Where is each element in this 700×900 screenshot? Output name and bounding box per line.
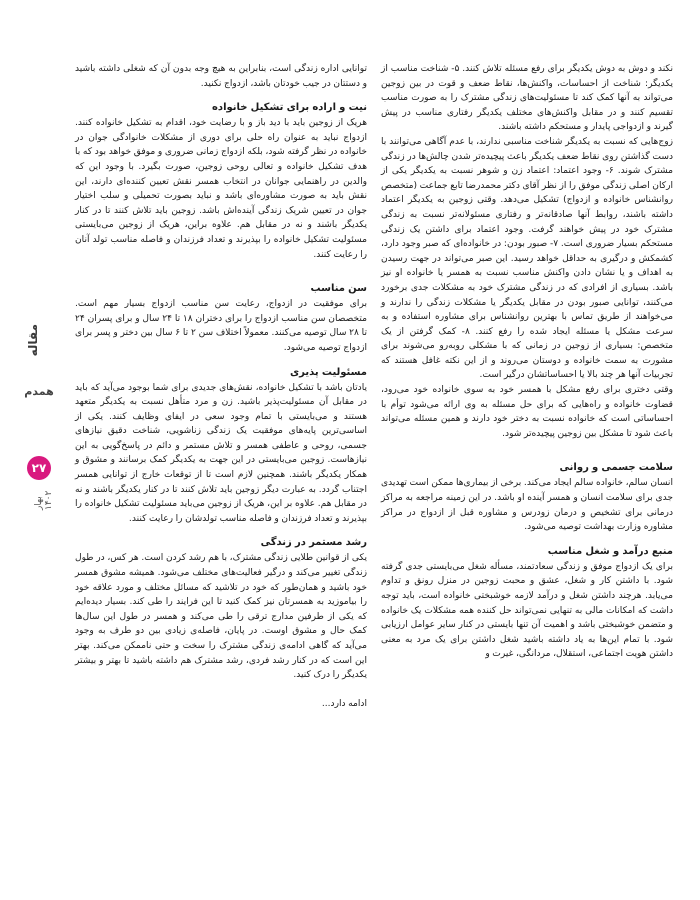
paragraph: یکی از قوانین طلایی زندگی مشترک، با هم رشد کردن است. هر کس، در طول زندگی تغییر می‌کند و درگیر فعالیت‌های مختلف می‌شود. همیشه مشوق همسر خود باشید و همان‌طور که خود در تلاشید که مسائل مختلف و مورد علاقه خود را بیاموزید به همسرتان نیز کمک کنید تا این فرایند را طی کند. بسیار دیده‌ایم که یکی از طرفین مدارج ترقی را طی می‌کند و همسر در طول این سال‌ها کمک حال و مشوق اوست. در پایان، فاصله‌ی زیادی بین دو طرف به وجود می‌آید که گاهی ادامه‌ی زندگی مشترک را سخت و حتی ناممکن می‌کند. بهتر این است که در کنار رشد فردی، رشد مشترک هم داشته باشید تا بهتر و بیشتر یکدیگر را درک کنید. [75, 553, 367, 681]
magazine-logo: همدم [24, 384, 54, 398]
paragraph: نکند و دوش به دوش یکدیگر برای رفع مسئله تلاش کنند. ۵- شناخت مناسب از یکدیگر: شناخت از احساسات، واکنش‌ها، نقاط ضعف و قوت در بین زوجین می‌تواند به آنها کمک کند تا مسئولیت‌های زندگی مشترک را به صورت مناسب تقسیم کنند و در مقابل واکنش‌های مختلف یکدیگر رفتاری مناسب در پیش گیرند و ازدواجی پایدار و مستحکم داشته باشند. [381, 64, 673, 133]
section-heading: رشد مستمر در زندگی [260, 537, 367, 549]
page-number-badge: ۲۷ [27, 456, 51, 480]
section-heading: نیت و اراده برای تشکیل خانواده [212, 102, 367, 114]
section-heading: سن مناسب [310, 283, 367, 295]
section-heading: سلامت جسمی و روانی [559, 462, 673, 474]
continued-note: ادامه دارد... [321, 698, 367, 709]
paragraph: توانایی اداره زندگی است، بنابراین به هیچ وجه بدون آن که شغلی داشته باشید و دستتان در جیب خودتان باشد، ازدواج نکنید. [75, 64, 367, 89]
paragraph: هریک از زوجین باید با دید باز و با رضایت خود، اقدام به تشکیل خانواده کنند. ازدواج نباید به عنوان راه حلی برای دوری از مشکلات خانوادگی جوان در خانواده در نظر گرفته شود، بلکه ازدواج زمانی ضروری و موفق خواهد بود که با هدف تشکیل خانواده و تعالی روحی زوجین، صورت بگیرد. با وجود این که والدین در راهنمایی جوانان در انتخاب همسر نقش تعیین کننده‌ای دارند، این نقش باید به صورت مشاوره‌ای باشد و نباید بصورت تحمیلی و سلب اختیار جوان در تعیین شریک زندگی آینده‌اش باشد. زوجین باید تلاش کنند تا در کنار یکدیگر باشند و نه در مقابل هم. علاوه براین، هریک از زوجین می‌بایستی مسئولیت تشکیل خانواده را بپذیرند و تعداد فرزندان و فاصله مناسب تولد آنان را رعایت کنند. [75, 118, 367, 260]
section-label: مقاله [26, 324, 40, 357]
section-heading: مسئولیت پذیری [290, 366, 367, 378]
paragraph: زوج‌هایی که نسبت به یکدیگر شناخت مناسبی ندارند، با عدم آگاهی می‌توانند با دست گذاشتن روی نقاط ضعف یکدیگر باعث پیچیده‌تر شدن چالش‌ها در زندگی مشترک شوند. ۶- وجود اعتماد: اعتماد زن و شوهر نسبت به یکدیگر یکی از ارکان اصلی زندگی موفق را از نظر آقای دکتر محمدرضا تابع جماعت (متخصص روانشناس خانواده و ازدواج) تشکیل می‌دهد. وقتی زوجین به یکدیگر اعتماد داشته باشند، روابط آنها صادقانه‌تر و رفتاری مسئولانه‌تر نسبت به زندگی مشترک خود در پیش خواهند گرفت. وجود اعتماد برای داشتن یک زندگی مستحکم بسیار ضروری است. ۷- صبور بودن: در خانواده‌ای که صبر وجود دارد، کشمکش و درگیری به حداقل خواهد رسید. این صبر می‌تواند در جهت رسیدن به اهداف و یا نشان دادن واکنش مناسب نسبت به همسر یا خانواده او نیز باشد. بسیاری از افرادی که در زندگی مشترک خود به مشکلات جدی برخورد می‌کنند، توانایی صبور بودن در مقابل یکدیگر یا مشکلات زندگی را ندارند و می‌خواهند از طریق تماس با بهترین روانشناس برای مشاوره استفاده و به سرعت مشکل یا مسئله ایجاد شده را رفع کنند. ۸- کمک گرفتن از یک متخصص: بسیاری از زوجین در زمانی که با مشکلی روبه‌رو می‌شوند برای مشورت به سمت خانواده و دوستان می‌روند و از این نکته غافل هستند که تجربیات آنها هر چند بالا یا احساساتشان درگیر است. [381, 136, 674, 381]
paragraph: برای یک ازدواج موفق و زندگی سعادتمند، مسأله شغل می‌بایستی جدی گرفته شود. با داشتن کار و شغل، عشق و محبت زوجین در منزل رونق و تداوم می‌یابد. هرچند داشتن شغل و درآمد لازمه خوشبختی خانواده است، باید توجه داشت که امکانات مالی به تنهایی نمی‌تواند حل کننده همه مشکلات یک خانواده و متضمن خوشبختی باشد و اهمیت آن تنها بایستی در کنار سایر عوامل ارزیابی شود. با تمام این‌ها به یاد داشته باشید شغل داشتن برای یک مرد به معنی داشتن هویت اجتماعی، استقلال، مردانگی، غیرت و [381, 561, 673, 660]
paragraph: برای موفقیت در ازدواج، رعایت سن مناسب ازدواج بسیار مهم است. متخصصان سن مناسب ازدواج را برای دختران ۱۸ تا ۲۴ سال و برای پسران ۲۴ تا ۲۸ سال توصیه می‌کنند. معمولاً اختلاف سن ۲ تا ۶ سال بین دختر و پسر برای ازدواج توصیه می‌شود. [75, 299, 367, 353]
right-column [381, 62, 673, 662]
page-sidebar [22, 320, 58, 510]
left-column [75, 62, 367, 711]
paragraph: انسان سالم، خانواده سالم ایجاد می‌کند. برخی از بیماری‌ها ممکن است تهدیدی جدی برای سلامت انسان و همسر آینده او باشد. در این زمینه مراجعه به مراکز درمانی برای تشخیص و درمان زودرس و مشاوره قبل از ازدواج در مراکز مشاوره وزارت بهداشت توصیه می‌شود. [381, 478, 673, 533]
issue-label: بهار ۱۴۰۲ [34, 490, 54, 510]
paragraph: وقتی دختری برای رفع مشکل با همسر خود به سوی خانواده خود می‌رود، قضاوت خانواده و راه‌هایی که برای حل مسئله به وی ارائه می‌شود توأم با احساساتی است که خانواده نسبت به دختر خود دارند و همین مسئله می‌تواند باعث شود تا مشکل بین زوجین پیچیده‌تر شود. [381, 385, 673, 439]
paragraph: یادتان باشد با تشکیل خانواده، نقش‌های جدیدی برای شما بوجود می‌آید که باید در مقابل آن مسئولیت‌پذیر باشید. زن و مرد متأهل نسبت به یکدیگر متعهد هستند و می‌بایستی با تمام وجود سعی در ایفای وظایف کنند. یکی از اساسی‌ترین پایه‌های موفقیت یک زندگی زناشویی، شناخت دقیق نیازهای جسمی، روحی و عاطفی همسر و تلاش مستمر و دائم در پاسخ‌گویی به این نیازهاست. زوجین می‌بایستی در این جهت به یکدیگر کمک برسانند و مشوق و همکار یکدیگر باشند. همچنین لازم است تا از توقعات خارج از توانایی همسر اجتناب گردد. به عبارت دیگر زوجین باید تلاش کنند تا در کنار یکدیگر باشند و نه در مقابل هم. علاوه بر این، هریک از زوجین می‌باید مسئولیت تشکیل خانواده را بپذیرند و تعداد فرزندان و فاصله مناسب تولدشان را رعایت کنند. [75, 382, 367, 524]
section-heading: منبع درآمد و شغل مناسب [547, 545, 673, 557]
